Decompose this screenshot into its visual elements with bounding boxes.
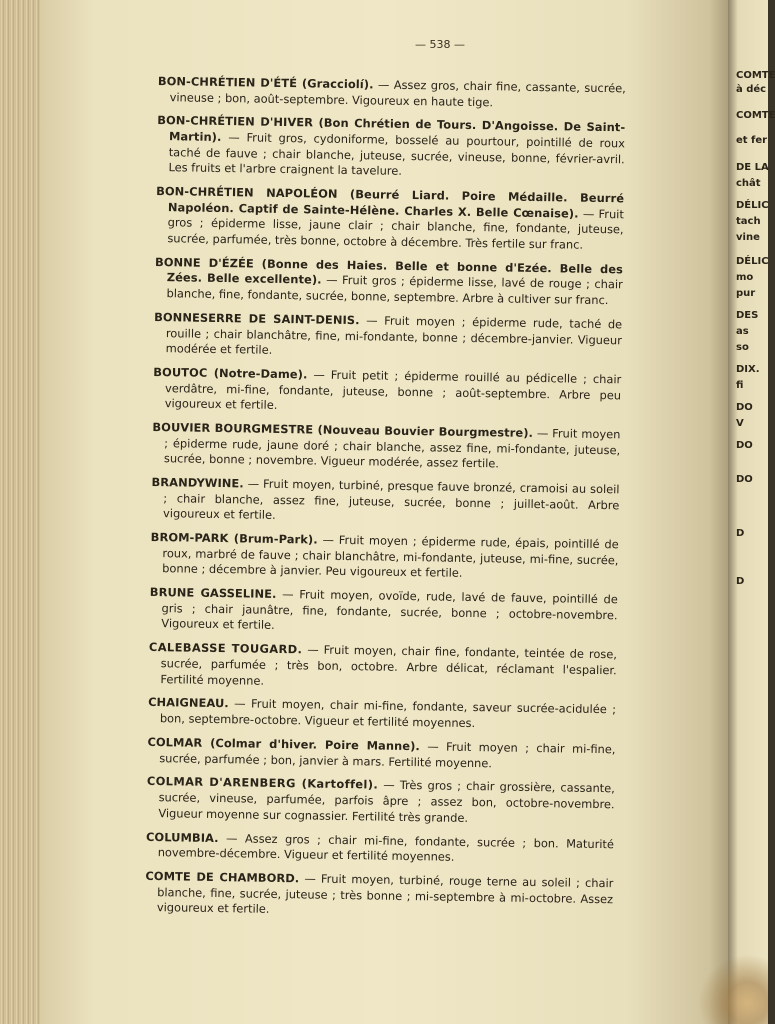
entry-text: — Assez gros ; chair mi-fine, fondante, sucrée ; bon. Maturité novembre-décembre. Vigueur et fertilité moyennes. xyxy=(157,830,615,864)
adjacent-page-fragment: DO xyxy=(736,474,753,485)
entry xyxy=(151,475,620,529)
entry-name: BOUVIER BOURGMESTRE (Nouveau Bouvier Bourgmestre). xyxy=(152,420,534,440)
entry xyxy=(146,829,614,868)
adjacent-page-fragment: pur xyxy=(736,288,756,299)
entry-text: — Fruit moyen ; chair mi-fine, sucrée, parfumée ; bon, janvier à mars. Fertilité moyenne. xyxy=(159,739,616,770)
entry-text: — Fruit gros ; épiderme lisse, lavé de rouge ; chair blanche, fine, fondante, sucrée, bonne, septembre. Arbre à cultiver sur franc. xyxy=(166,273,623,308)
entry xyxy=(150,530,619,584)
entry xyxy=(152,420,621,474)
entry-text: — Fruit moyen, ovoïde, rude, lavé de fauve, pointillé de gris ; chair jaunâtre, fine, fondante, sucrée, bonne ; octobre-novembre. Vigoureux et fertile. xyxy=(161,587,618,633)
adjacent-page-fragment: DÉLIC xyxy=(736,200,769,211)
adjacent-page-fragment: DO xyxy=(736,440,753,451)
entry-text: — Fruit gros, cydoniforme, bosselé au pourtour, pointillé de roux taché de fauve ; chair blanche, juteuse, sucrée, vineuse, bonne, février-avril. Les fruits et l'arbre craignent la tavelure. xyxy=(168,130,626,179)
entry xyxy=(155,184,624,254)
entry-name: BROM-PARK (Brum-Park). xyxy=(150,530,318,547)
adjacent-page-fragment: COMTE xyxy=(736,70,775,81)
entry-text: — Fruit moyen, turbiné, rouge terne au soleil ; chair blanche, fine, sucrée, juteuse ; très bonne ; mi-septembre à mi-octobre. Assez vigoureux et fertile. xyxy=(156,871,614,917)
adjacent-page-fragment: DO xyxy=(736,402,753,413)
adjacent-page-fragment: V xyxy=(736,418,744,429)
entry-text: — Fruit moyen ; épiderme rude, jaune doré ; chair blanche, assez fine, mi-fondante, juteuse, sucrée, bonne ; novembre. Vigueur modérée, assez fertile. xyxy=(163,425,621,471)
entry xyxy=(156,113,625,183)
entry xyxy=(145,869,614,923)
entry-text: — Fruit petit ; épiderme rouillé au pédicelle ; chair verdâtre, mi-fine, fondante, juteuse, bonne ; août-septembre. Arbre peu vigoureux et fertile. xyxy=(164,367,622,413)
entry xyxy=(149,585,618,639)
entry-name: COMTE DE CHAMBORD. xyxy=(145,868,300,886)
adjacent-page-fragment: tach xyxy=(736,216,761,227)
adjacent-page-fragment: DES xyxy=(736,310,759,321)
entry xyxy=(154,310,623,364)
adjacent-page-fragment: D xyxy=(736,576,745,587)
adjacent-page-fragment: fi xyxy=(736,380,744,391)
entry-name: BONNE D'ÉZÉE (Bonne des Haies. Belle et bonne d'Ezée. Belle des Zées. Belle excellente). xyxy=(154,254,624,288)
adjacent-page-fragment: as xyxy=(736,326,749,337)
entry-list xyxy=(145,74,626,931)
adjacent-page-fragment: so xyxy=(736,342,749,353)
entry-name: CALEBASSE TOUGARD. xyxy=(148,640,303,657)
thumb-shadow xyxy=(698,954,768,1024)
entry-name: COLMAR (Colmar d'hiver. Poire Manne). xyxy=(147,734,420,754)
entry-name: BONNESERRE DE SAINT-DENIS. xyxy=(154,309,360,328)
adjacent-page-fragment: DÉLIC xyxy=(736,256,769,267)
entry-text: — Fruit moyen, turbiné, presque fauve bronzé, cramoisi au soleil ; chair blanche, assez fine, juteuse, sucrée, bonne ; juillet-août. Arbre vigoureux et fertile. xyxy=(162,476,620,523)
adjacent-page-fragment: mo xyxy=(736,272,754,283)
entry-text: — Fruit gros ; épiderme lisse, jaune clair ; chair blanche, fine, fondante, juteuse, sucrée, parfumée, très bonne, octobre à décembre. Très fertile sur franc. xyxy=(167,206,624,252)
entry-text: — Très gros ; chair grossière, cassante, sucrée, vineuse, parfumée, parfois âpre ; assez bon, octobre-novembre. Vigueur moyenne sur cognassier. Fertilité très grande. xyxy=(158,777,615,825)
adjacent-page-fragment: chât xyxy=(736,178,761,189)
entry xyxy=(148,640,617,694)
entry-text: — Fruit moyen, chair fine, fondante, teintée de rose, sucrée, parfumée ; très bon, octobre. Arbre délicat, réclamant l'espalier. Fertilité moyenne. xyxy=(160,642,618,688)
entry-name: BON-CHRÉTIEN D'HIVER (Bon Chrétien de Tours. D'Angoisse. De Saint-Martin). xyxy=(157,113,626,145)
entry-name: BRANDYWINE. xyxy=(151,475,244,491)
entry-text: — Assez gros, chair fine, cassante, sucrée, vineuse ; bon, août-septembre. Vigoureux en haute tige. xyxy=(169,77,626,109)
entry-name: COLUMBIA. xyxy=(145,829,219,845)
entry xyxy=(158,74,626,113)
adjacent-page-fragment: DE LA xyxy=(736,162,769,173)
entry xyxy=(154,255,623,309)
entry xyxy=(146,774,615,828)
entry-name: CHAIGNEAU. xyxy=(148,695,229,711)
entry-name: COLMAR D'ARENBERG (Kartoffel). xyxy=(146,774,379,792)
entry xyxy=(148,695,616,734)
entry-name: BON-CHRÉTIEN NAPOLÉON (Beurré Liard. Poire Médaille. Beurré Napoléon. Captif de Sainte-Hélène. Charles X. Belle Cœnaise). xyxy=(156,184,625,221)
entry xyxy=(147,735,615,774)
entry xyxy=(153,365,622,419)
entry-name: BOUTOC (Notre-Dame). xyxy=(153,364,308,382)
adjacent-page-fragment: et fer xyxy=(736,135,768,146)
entry-text: — Fruit moyen, chair mi-fine, fondante, saveur sucrée-acidulée ; bon, septembre-octobre. Vigueur et fertilité moyennes. xyxy=(159,696,617,731)
entry-name: BRUNE GASSELINE. xyxy=(149,585,277,602)
entry-text: — Fruit moyen ; épiderme rude, taché de rouille ; chair blanchâtre, fine, mi-fondante, bonne ; décembre-janvier. Vigueur modérée et fertile. xyxy=(165,313,623,357)
adjacent-page-fragment: D xyxy=(736,528,745,539)
entry-text: — Fruit moyen ; épiderme rude, épais, pointillé de roux, marbré de fauve ; chair blanchâtre, mi-fondante, juteuse, mi-fine, sucrée, bonne ; décembre à janvier. Peu vigoureux et fertile. xyxy=(162,532,619,581)
adjacent-page-fragment: COMTE xyxy=(736,110,775,121)
adjacent-page-fragment: DIX. xyxy=(736,364,760,375)
adjacent-page xyxy=(728,0,775,1024)
adjacent-page-fragment: vine xyxy=(736,232,760,243)
entry-name: BON-CHRÉTIEN D'ÉTÉ (Gracciolí). xyxy=(157,74,374,92)
page-number: — 538 — xyxy=(415,38,465,51)
adjacent-page-fragment: à déc xyxy=(736,84,767,95)
